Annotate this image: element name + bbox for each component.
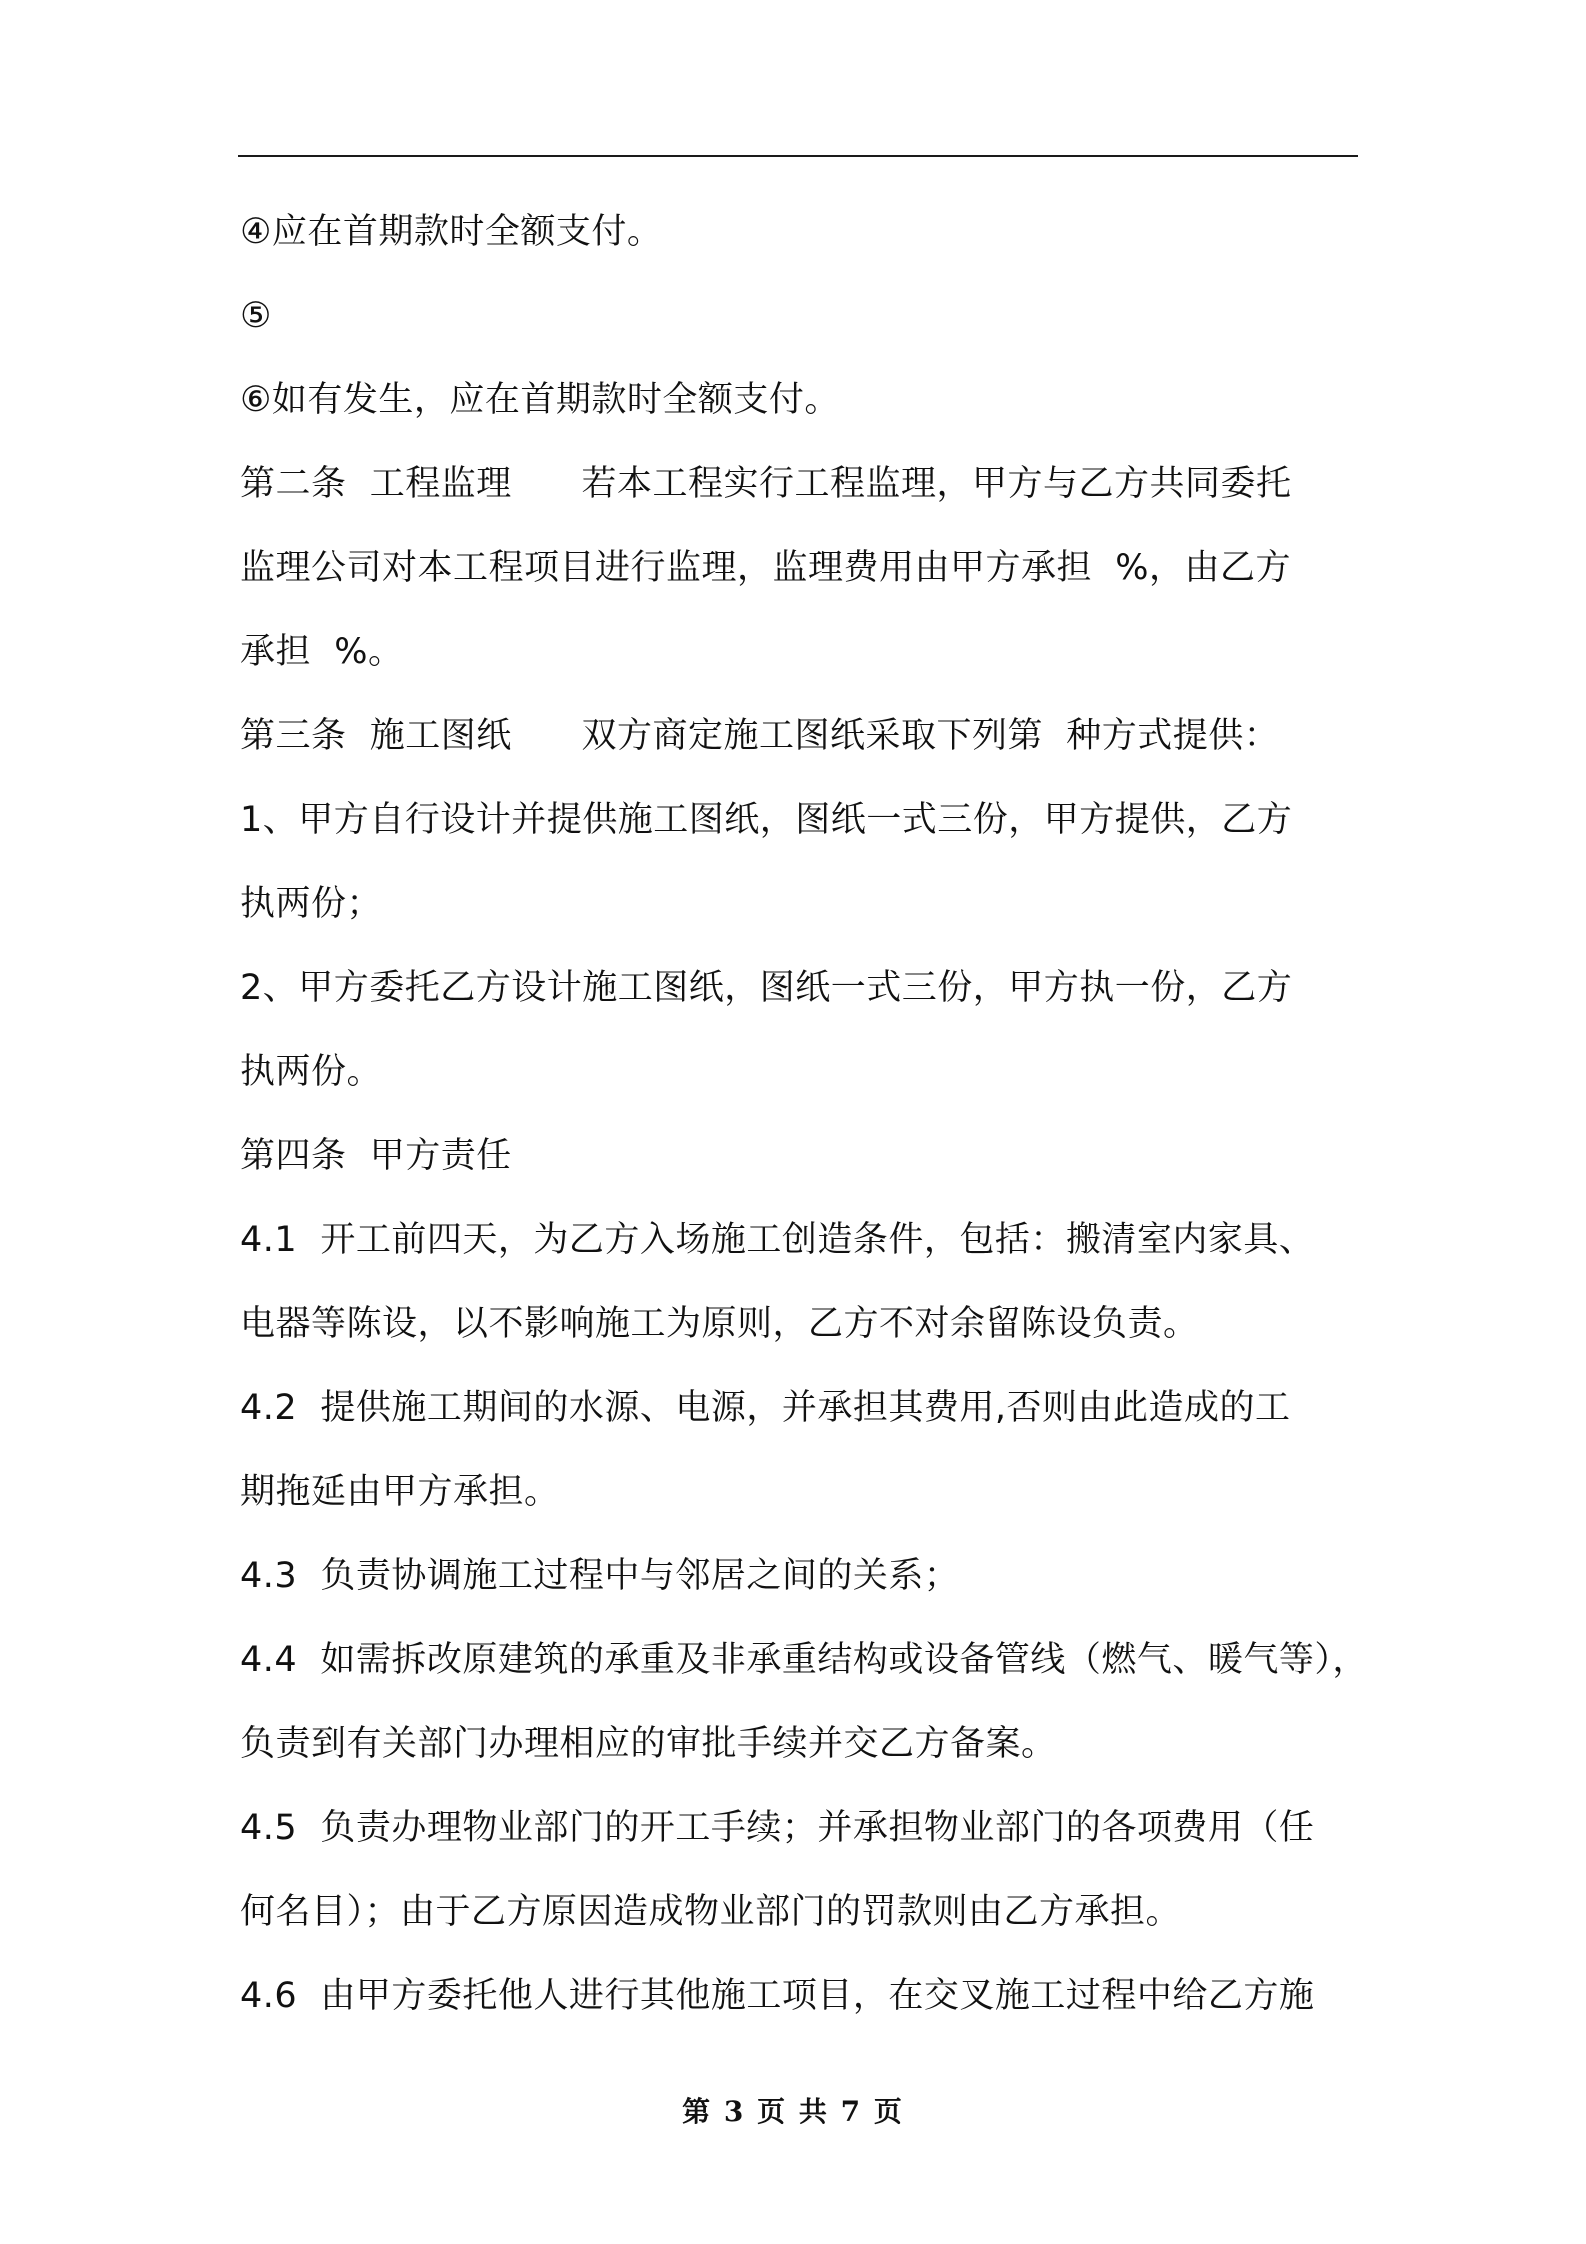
text-line: 负责到有关部门办理相应的审批手续并交乙方备案。 [240,1724,1057,1764]
article-4-heading: 第四条 甲方责任 [240,1136,512,1176]
article-2-heading-line: 第二条 工程监理 若本工程实行工程监理，甲方与乙方共同委托 [240,464,1292,504]
clause-4-3-line: 4.3 负责协调施工过程中与邻居之间的关系； [240,1556,960,1596]
clause-4-6-line: 4.6 由甲方委托他人进行其他施工项目，在交叉施工过程中给乙方施 [240,1976,1315,2016]
clause-4-2-line: 4.2 提供施工期间的水源、电源，并承担其费用,否则由此造成的工 [240,1388,1291,1428]
text-line: 执两份。 [240,1052,383,1092]
text-line: 1、甲方自行设计并提供施工图纸，图纸一式三份，甲方提供，乙方 [240,800,1293,840]
text-line: ⑥如有发生，应在首期款时全额支付。 [240,380,840,420]
text-line: 2、甲方委托乙方设计施工图纸，图纸一式三份，甲方执一份，乙方 [240,968,1293,1008]
text-line: 执两份； [240,884,383,924]
text-line: ⑤ [240,296,272,336]
text-line: 期拖延由甲方承担。 [240,1472,560,1512]
text-line: 承担 %。 [240,632,404,672]
text-line: ④应在首期款时全额支付。 [240,212,663,252]
header-rule [238,155,1358,157]
text-line: 电器等陈设，以不影响施工为原则，乙方不对余留陈设负责。 [240,1304,1199,1344]
article-3-heading-line: 第三条 施工图纸 双方商定施工图纸采取下列第 种方式提供： [240,716,1280,756]
contract-body [240,190,1368,2038]
page-number-footer: 第 3 页 共 7 页 [682,2095,904,2128]
clause-4-5-line: 4.5 负责办理物业部门的开工手续；并承担物业部门的各项费用（任 [240,1808,1315,1848]
clause-4-1-line: 4.1 开工前四天，为乙方入场施工创造条件，包括：搬清室内家具、 [240,1220,1315,1260]
text-line: 监理公司对本工程项目进行监理，监理费用由甲方承担 %，由乙方 [240,548,1292,588]
clause-4-4-line: 4.4 如需拆改原建筑的承重及非承重结构或设备管线（燃气、暖气等）， [240,1640,1368,1680]
text-line: 何名目）；由于乙方原因造成物业部门的罚款则由乙方承担。 [240,1892,1182,1932]
